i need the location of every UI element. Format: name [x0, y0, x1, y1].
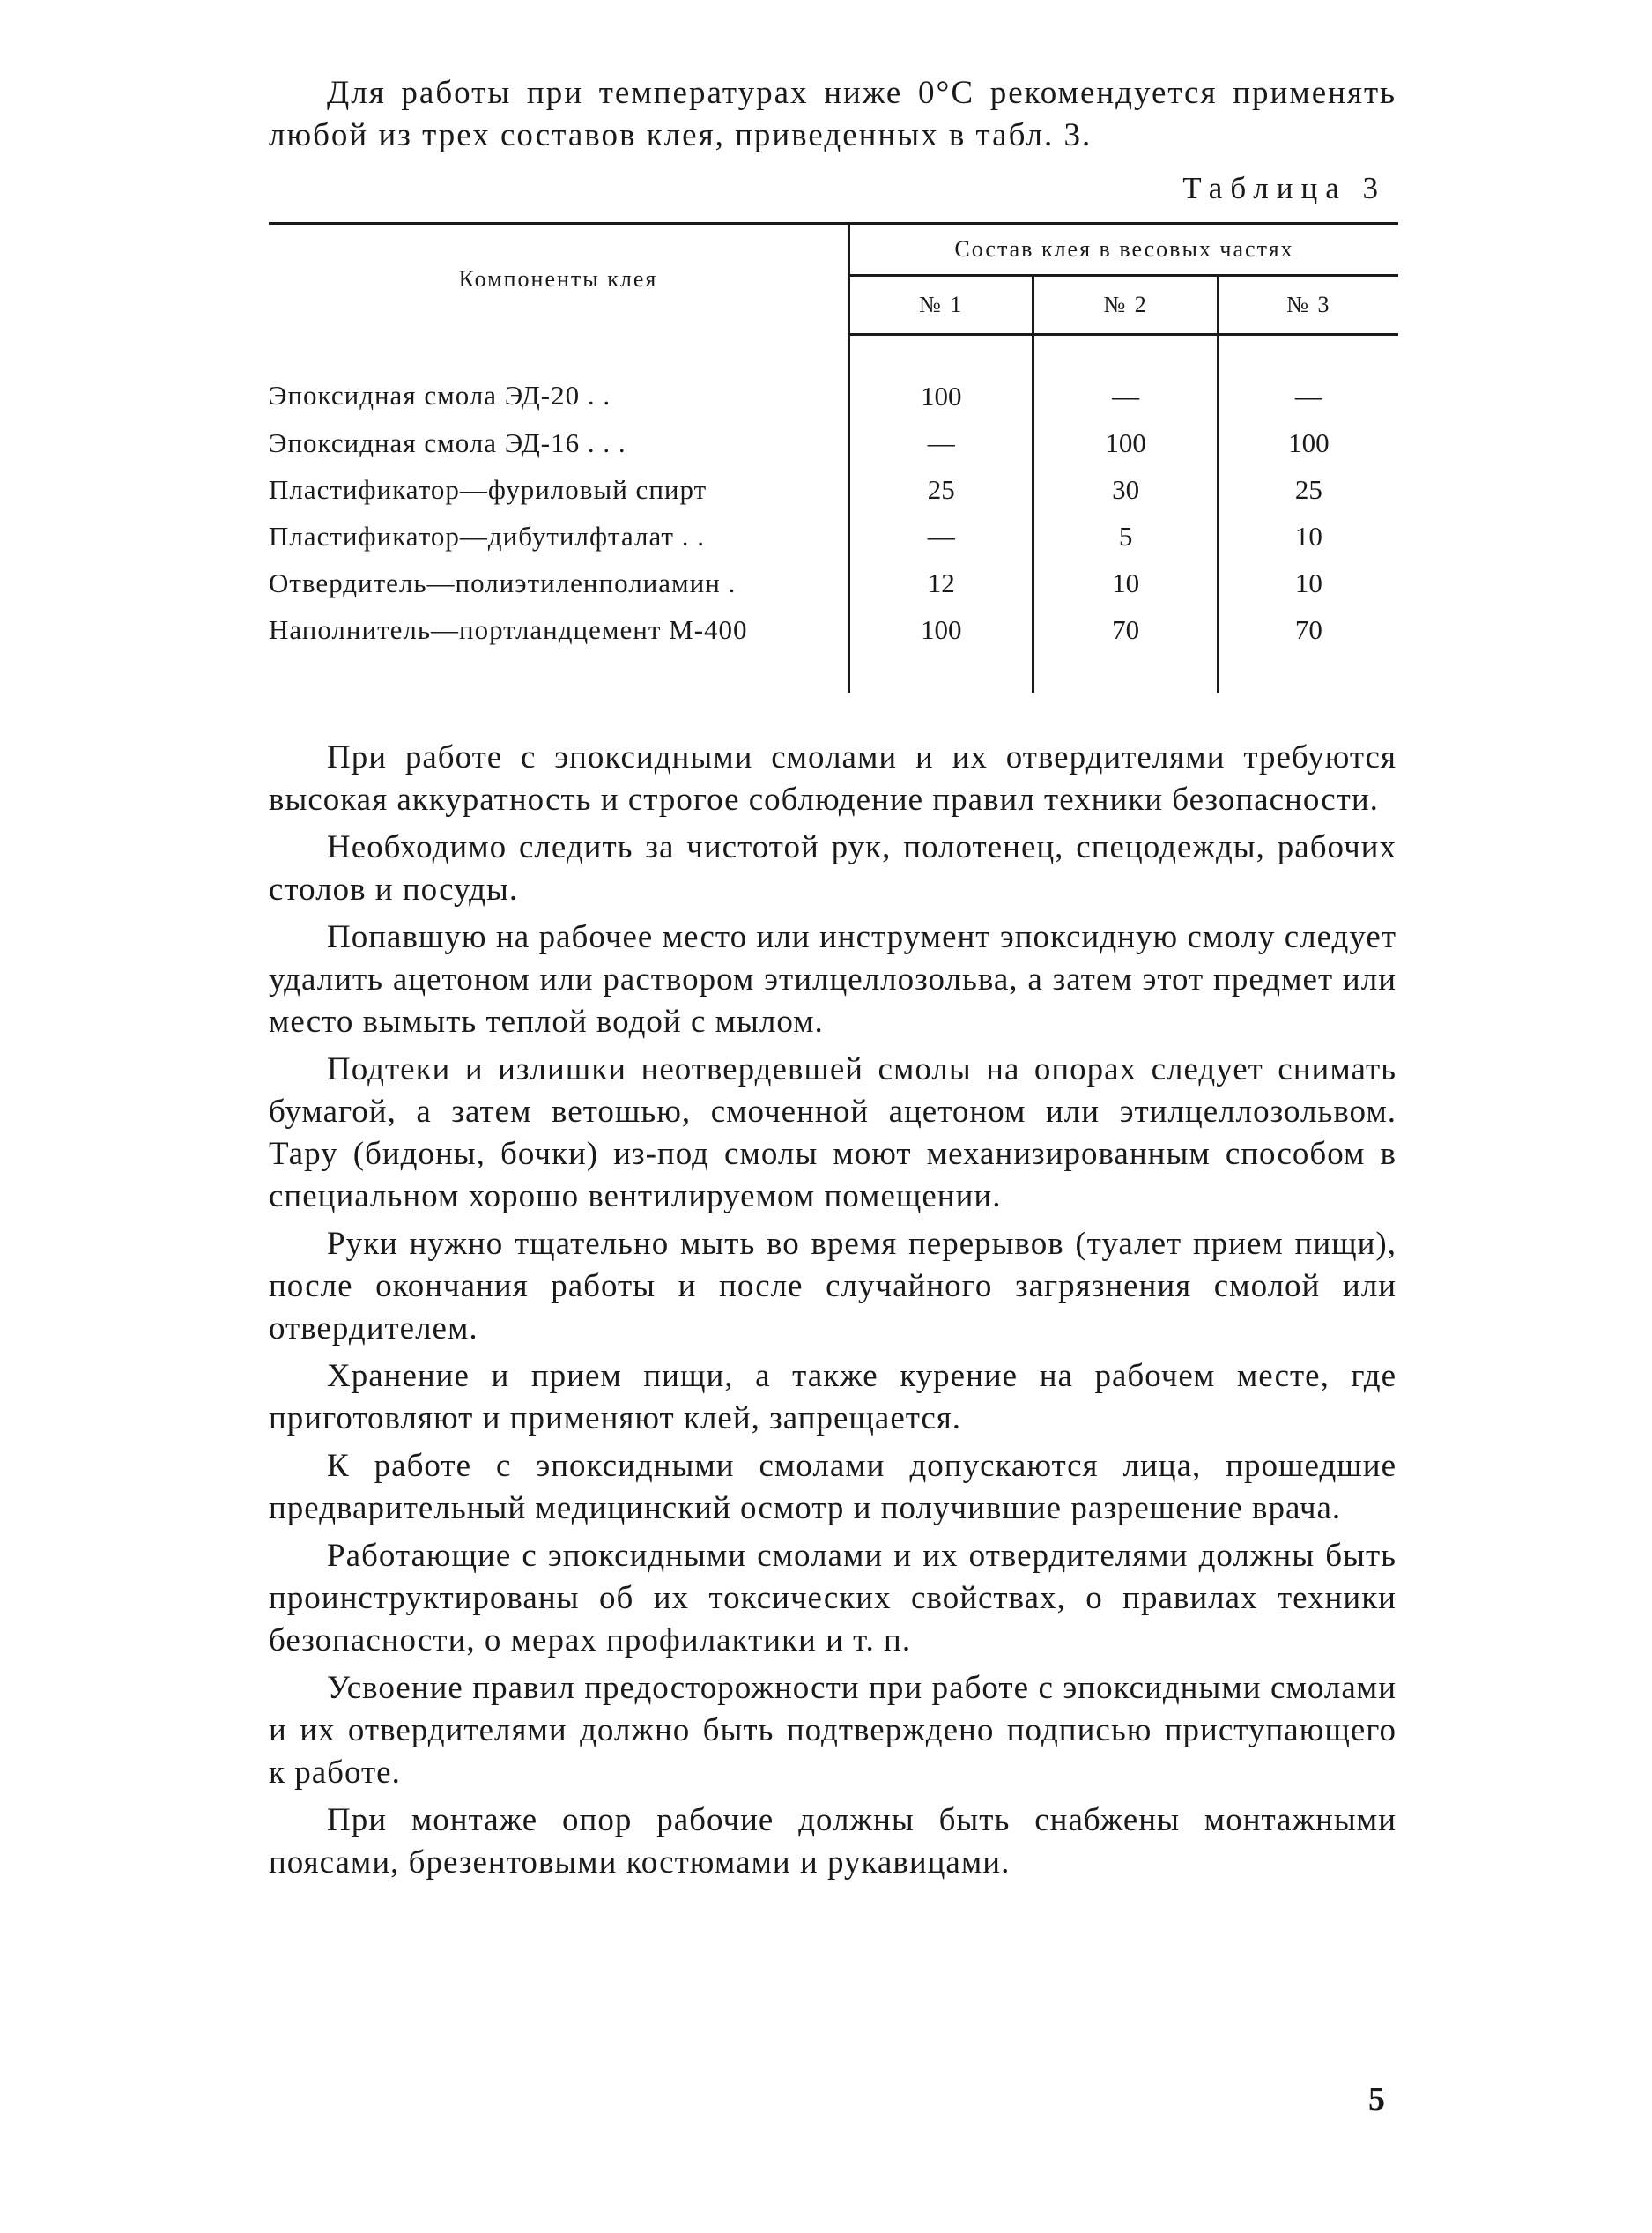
row-name: Эпоксидная смола ЭД-16 . . .: [269, 427, 626, 458]
cell-value: 25: [849, 466, 1033, 513]
paragraph: При работе с эпоксидными смолами и их отвердителями требуются высокая аккуратность и строгое соблюдение правил техники безопасности.: [269, 739, 1396, 818]
header-composition-group: Состав клея в весовых частях: [849, 224, 1399, 276]
cell-value: 100: [849, 335, 1033, 420]
row-name: Эпоксидная смола ЭД-20 . .: [269, 379, 611, 411]
paragraph: Руки нужно тщательно мыть во время перерывов (туалет прием пищи), после окончания работы и после случайного загрязнения смолой или отвердителем.: [269, 1226, 1396, 1346]
cell-value: —: [1218, 335, 1398, 420]
header-column-1: № 1: [849, 276, 1033, 335]
table-row: [269, 513, 1398, 560]
header-column-2: № 2: [1033, 276, 1218, 335]
row-name: Пластификатор—фуриловый спирт: [269, 473, 707, 505]
row-name: Пластификатор—дибутилфталат . .: [269, 520, 705, 552]
paragraph: Подтеки и излишки неотвердевшей смолы на опорах следует снимать бумагой, а затем ветошью, смоченной ацетоном или этилцеллозольвом. Тару (бидоны, бочки) из-под смолы моют механизированным способом в специальном хорошо вентилируемом помещении.: [269, 1051, 1396, 1214]
paragraph: Необходимо следить за чистотой рук, полотенец, спецодежды, рабочих столов и посуды.: [269, 829, 1396, 908]
paragraph: Усвоение правил предосторожности при работе с эпоксидными смолами и их отвердителями должно быть подтверждено подписью приступающего к работе.: [269, 1670, 1396, 1791]
paragraph: При монтаже опор рабочие должны быть снабжены монтажными поясами, брезентовыми костюмами и рукавицами.: [269, 1802, 1396, 1881]
cell-value: 10: [1218, 513, 1398, 560]
table-row: [269, 335, 1398, 420]
paragraph: Хранение и прием пищи, а также курение на рабочем месте, где приготовляют и применяют клей, запрещается.: [269, 1358, 1396, 1436]
table-row: [269, 419, 1398, 466]
table-row: [269, 560, 1398, 606]
header-column-3: № 3: [1218, 276, 1398, 335]
row-name: Отвердитель—полиэтиленполиамин .: [269, 567, 737, 598]
cell-value: 10: [1218, 560, 1398, 606]
page-content: [269, 72, 1396, 1884]
page-number: 5: [1368, 2081, 1385, 2118]
table-row: [269, 606, 1398, 653]
cell-value: 10: [1033, 560, 1218, 606]
paragraph: Попавшую на рабочее место или инструмент эпоксидную смолу следует удалить ацетоном или раствором этилцеллозольва, а затем этот предмет или место вымыть теплой водой с мылом.: [269, 919, 1396, 1040]
paragraph: К работе с эпоксидными смолами допускаются лица, прошедшие предварительный медицинский осмотр и получившие разрешение врача.: [269, 1448, 1396, 1526]
cell-value: —: [849, 513, 1033, 560]
cell-value: 100: [1218, 419, 1398, 466]
table-bottom-spacer: [269, 653, 1398, 693]
cell-value: —: [849, 419, 1033, 466]
cell-value: 100: [849, 606, 1033, 653]
cell-value: 30: [1033, 466, 1218, 513]
header-components: Компоненты клея: [269, 224, 849, 335]
cell-value: 5: [1033, 513, 1218, 560]
cell-value: 70: [1218, 606, 1398, 653]
cell-value: 25: [1218, 466, 1398, 513]
intro-paragraph: Для работы при температурах ниже 0°C рекомендуется применять любой из трех составов клея, приведенных в табл. 3.: [269, 75, 1396, 153]
body-text: [269, 737, 1396, 1884]
row-name: Наполнитель—портландцемент М-400: [269, 613, 748, 645]
cell-value: 12: [849, 560, 1033, 606]
paragraph: Работающие с эпоксидными смолами и их отвердителями должны быть проинструктированы об их токсических свойствах, о правилах техники безопасности, о мерах профилактики и т. п.: [269, 1538, 1396, 1658]
table-row: [269, 466, 1398, 513]
glue-composition-table: [269, 222, 1398, 693]
cell-value: —: [1033, 335, 1218, 420]
cell-value: 70: [1033, 606, 1218, 653]
table-caption: Таблица 3: [1182, 171, 1386, 205]
cell-value: 100: [1033, 419, 1218, 466]
